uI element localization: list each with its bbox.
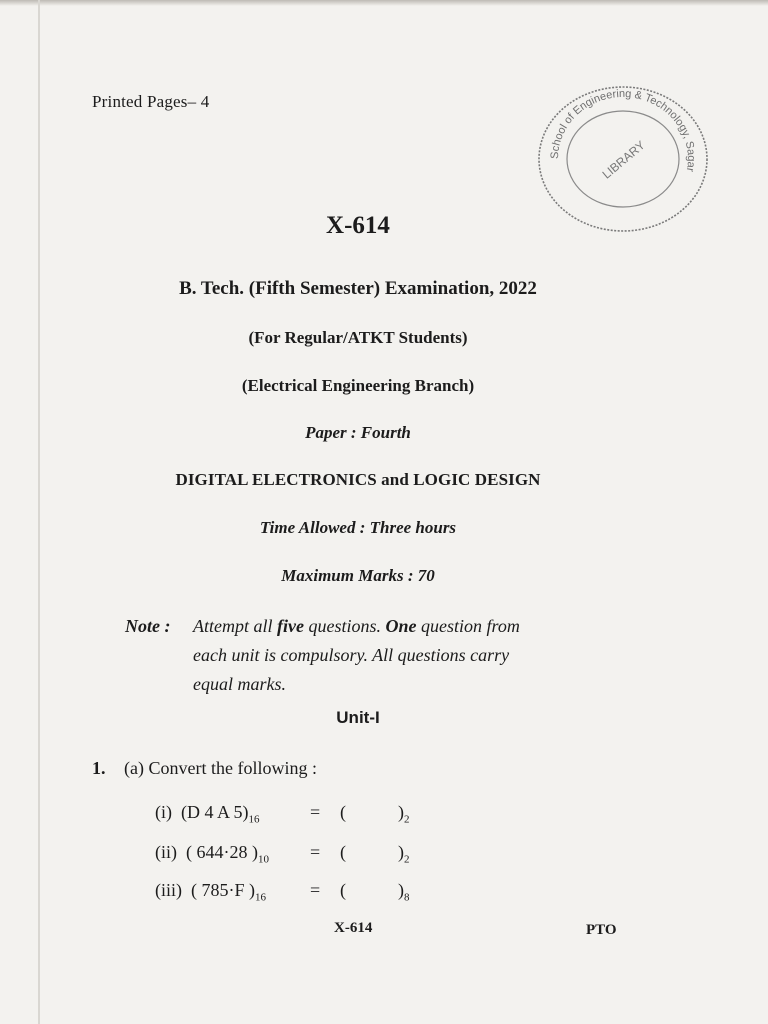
to-base: 2: [404, 853, 410, 866]
conversion-item: [155, 802, 260, 826]
students-line: (For Regular/ATKT Students): [248, 328, 468, 347]
item-label: (i): [155, 802, 172, 822]
item-label: (ii): [155, 842, 177, 862]
from-base: 16: [248, 813, 260, 826]
conversion-item: [155, 880, 266, 904]
note-line-1: [193, 616, 520, 637]
answer-open: (: [340, 802, 346, 822]
stamp-center-text: LIBRARY: [599, 137, 648, 182]
answer-close: )$_2$: [398, 842, 410, 866]
note-line-2: each unit is compulsory. All questions carry: [193, 645, 510, 665]
maximum-marks: Maximum Marks : 70: [281, 566, 435, 585]
answer-close: )$_2$: [398, 802, 410, 826]
branch-line: (Electrical Engineering Branch): [241, 376, 475, 395]
item-value: (D 4 A 5): [181, 802, 249, 822]
unit-heading: Unit-I: [336, 708, 380, 727]
to-base: 8: [404, 891, 410, 904]
answer-open: (: [340, 842, 346, 862]
conversion-item: [155, 842, 269, 866]
note-label: Note :: [125, 616, 171, 636]
exam-title: B. Tech. (Fifth Semester) Examination, 2022: [179, 278, 537, 299]
answer-open: (: [340, 880, 346, 900]
printed-pages: Printed Pages– 4: [92, 92, 210, 111]
item-value: ( 644·28 ): [186, 842, 258, 862]
note-emphasis-one: One: [385, 616, 417, 636]
page-top-edge: [0, 0, 768, 6]
note-text: questions.: [303, 616, 386, 636]
footer-paper-code: X-614: [334, 920, 373, 936]
time-allowed: Time Allowed : Three hours: [259, 518, 457, 537]
note-emphasis-five: five: [277, 616, 304, 636]
paper-code: X-614: [326, 212, 390, 239]
from-base: 10: [257, 853, 269, 866]
paper-number: Paper : Fourth: [305, 423, 411, 442]
to-base: 2: [404, 813, 410, 826]
footer-pto: PTO: [586, 922, 617, 938]
subject-title: DIGITAL ELECTRONICS and LOGIC DESIGN: [175, 470, 541, 489]
page-left-edge: [38, 0, 40, 1024]
note-line-3: equal marks.: [193, 674, 286, 694]
conversion-equals: =: [310, 880, 321, 900]
conversion-equals: =: [310, 802, 321, 822]
from-base: 16: [255, 891, 266, 904]
question-number: 1.: [92, 758, 106, 778]
question-text: (a) Convert the following :: [124, 758, 317, 778]
answer-close: )$_8$: [398, 880, 410, 904]
note-text: question from: [416, 616, 520, 636]
note-text: Attempt all: [193, 616, 277, 636]
item-label: (iii): [155, 880, 182, 900]
stamp-text: School of Engineering & Technology, Sagar: [548, 87, 698, 173]
conversion-equals: =: [310, 842, 321, 862]
item-value: ( 785·F ): [191, 880, 255, 900]
